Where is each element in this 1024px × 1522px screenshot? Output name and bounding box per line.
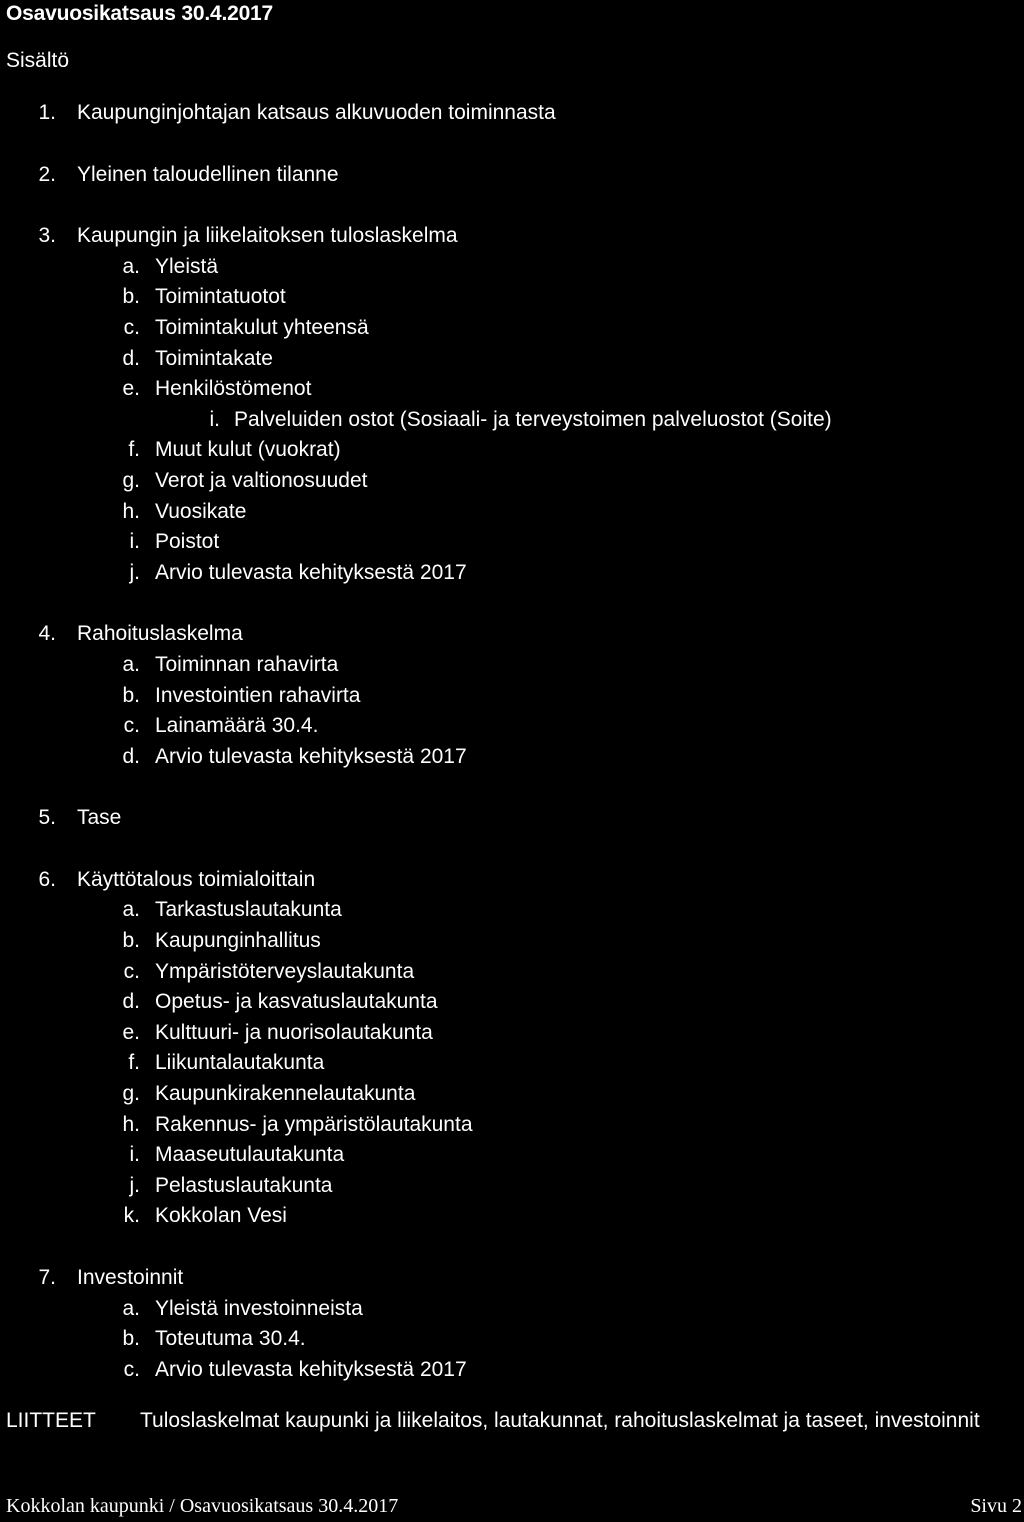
toc-entry-level-2	[0, 1110, 1024, 1141]
toc-entry-level-2	[0, 1324, 1024, 1355]
toc-entry-text: Toteutuma 30.4.	[155, 1327, 306, 1351]
toc-section	[0, 98, 1024, 129]
toc-entry-number: h.	[122, 1112, 140, 1136]
toc-entry-number: j.	[129, 1173, 140, 1197]
toc-entry-text: Muut kulut (vuokrat)	[155, 438, 341, 462]
page-footer	[6, 1492, 1022, 1522]
toc-entry-number: f.	[128, 438, 140, 462]
toc-entry-text: Toimintakate	[155, 346, 273, 370]
toc-entry-level-2	[0, 987, 1024, 1018]
toc-section	[0, 221, 1024, 588]
toc-entry-text: Yleistä investoinneista	[155, 1296, 363, 1320]
toc-entry-level-1	[0, 98, 1024, 129]
toc-entry-text: Maaseutulautakunta	[155, 1143, 345, 1167]
toc-section	[0, 619, 1024, 772]
toc-entry-number: g.	[122, 1082, 140, 1106]
toc-entry-text: Verot ja valtionosuudet	[155, 468, 368, 492]
toc-entry-level-2	[0, 895, 1024, 926]
toc-entry-level-2	[0, 1079, 1024, 1110]
toc-entry-number: a.	[122, 898, 140, 922]
toc-entry-level-2	[0, 742, 1024, 773]
toc-entry-number: c.	[123, 714, 140, 738]
toc-entry-level-2	[0, 527, 1024, 558]
toc-entry-level-1	[0, 221, 1024, 252]
toc-entry-text: Yleinen taloudellinen tilanne	[77, 162, 339, 186]
document-title: Osavuosikatsaus 30.4.2017	[6, 2, 274, 25]
appendix-text: Tuloslaskelmat kaupunki ja liikelaitos, lautakunnat, rahoituslaskelmat ja taseet, investoinnit	[140, 1409, 980, 1432]
toc-entry-text: Käyttötalous toimialoittain	[77, 867, 316, 891]
toc-entry-level-2	[0, 711, 1024, 742]
toc-entry-number: i.	[209, 407, 220, 431]
toc-entry-text: Lainamäärä 30.4.	[155, 714, 319, 738]
toc-entry-level-2	[0, 957, 1024, 988]
toc-entry-text: Toimintakulut yhteensä	[155, 315, 369, 339]
toc-entry-text: Henkilöstömenot	[155, 377, 312, 401]
contents-heading: Sisältö	[6, 49, 70, 72]
toc-entry-level-1	[0, 160, 1024, 191]
toc-entry-text: Kaupunginhallitus	[155, 929, 321, 953]
toc-entry-level-2	[0, 681, 1024, 712]
toc-entry-number: c.	[123, 315, 140, 339]
toc-entry-number: d.	[122, 990, 140, 1014]
toc-entry-text: Toiminnan rahavirta	[155, 652, 339, 676]
toc-entry-text: Kaupunkirakennelautakunta	[155, 1082, 416, 1106]
toc-entry-text: Tase	[77, 806, 122, 830]
appendix-label: LIITTEET	[6, 1409, 96, 1432]
toc-entry-text: Toimintatuotot	[155, 285, 286, 309]
toc-entry-text: Rakennus- ja ympäristölautakunta	[155, 1112, 473, 1136]
toc-entry-number: j.	[129, 560, 140, 584]
toc-entry-number: 7.	[38, 1266, 56, 1289]
toc-entry-text: Arvio tulevasta kehityksestä 2017	[155, 1357, 467, 1381]
toc-entry-level-2	[0, 1201, 1024, 1232]
toc-entry-number: e.	[122, 1020, 140, 1044]
toc-entry-text: Palveluiden ostot (Sosiaali- ja terveystoimen palveluostot (Soite)	[234, 407, 832, 431]
toc-entry-level-3	[0, 405, 1024, 436]
toc-entry-level-2	[0, 926, 1024, 957]
toc-entry-text: Arvio tulevasta kehityksestä 2017	[155, 560, 467, 584]
toc-entry-level-2	[0, 282, 1024, 313]
toc-entry-text: Kaupungin ja liikelaitoksen tuloslaskelma	[77, 224, 458, 248]
toc-entry-number: i.	[129, 530, 140, 554]
toc-entry-text: Yleistä	[155, 254, 219, 278]
toc-entry-text: Investoinnit	[77, 1266, 184, 1289]
toc-entry-text: Opetus- ja kasvatuslautakunta	[155, 990, 438, 1014]
toc-entry-text: Rahoituslaskelma	[77, 622, 243, 646]
toc-entry-level-2	[0, 1294, 1024, 1325]
toc-entry-text: Kokkolan Vesi	[155, 1204, 287, 1228]
toc-entry-level-1	[0, 803, 1024, 834]
toc-entry-text: Vuosikate	[155, 499, 247, 523]
toc-entry-number: g.	[122, 468, 140, 492]
toc-section	[0, 865, 1024, 1232]
toc-entry-text: Arvio tulevasta kehityksestä 2017	[155, 744, 467, 768]
toc-entry-level-2	[0, 1171, 1024, 1202]
toc-section	[0, 1263, 1024, 1385]
toc-entry-level-2	[0, 313, 1024, 344]
toc-entry-number: d.	[122, 346, 140, 370]
toc-entry-number: 4.	[38, 622, 56, 646]
toc-entry-text: Investointien rahavirta	[155, 683, 361, 707]
toc-entry-level-2	[0, 344, 1024, 375]
toc-entry-text: Pelastuslautakunta	[155, 1173, 333, 1197]
toc-entry-number: h.	[122, 499, 140, 523]
toc-entry-number: 6.	[38, 867, 56, 891]
toc-section	[0, 803, 1024, 834]
toc-entry-number: a.	[122, 652, 140, 676]
toc-entry-number: b.	[122, 1327, 140, 1351]
toc-entry-number: a.	[122, 254, 140, 278]
toc-entry-number: i.	[129, 1143, 140, 1167]
toc-entry-text: Tarkastuslautakunta	[155, 898, 342, 922]
toc-entry-number: f.	[128, 1051, 140, 1075]
table-of-contents	[0, 98, 1024, 1416]
toc-entry-number: b.	[122, 683, 140, 707]
toc-entry-number: c.	[123, 959, 140, 983]
footer-page-number: Sivu 2	[970, 1495, 1022, 1517]
toc-entry-level-1	[0, 865, 1024, 896]
footer-document-name: Kokkolan kaupunki / Osavuosikatsaus 30.4.2017	[6, 1495, 399, 1517]
toc-entry-text: Liikuntalautakunta	[155, 1051, 325, 1075]
toc-entry-number: 5.	[38, 806, 56, 830]
toc-entry-text: Poistot	[155, 530, 220, 554]
toc-entry-level-2	[0, 1018, 1024, 1049]
toc-entry-level-2	[0, 374, 1024, 405]
toc-entry-number: 3.	[38, 224, 56, 248]
toc-entry-number: e.	[122, 377, 140, 401]
toc-entry-number: a.	[122, 1296, 140, 1320]
toc-entry-level-2	[0, 650, 1024, 681]
toc-entry-number: k.	[123, 1204, 140, 1228]
toc-entry-level-1	[0, 619, 1024, 650]
toc-entry-number: b.	[122, 285, 140, 309]
toc-entry-level-2	[0, 1140, 1024, 1171]
toc-entry-level-2	[0, 466, 1024, 497]
toc-entry-level-1	[0, 1263, 1024, 1294]
toc-entry-level-2	[0, 435, 1024, 466]
toc-section	[0, 160, 1024, 191]
toc-entry-text: Kaupunginjohtajan katsaus alkuvuoden toiminnasta	[77, 101, 556, 124]
toc-entry-text: Kulttuuri- ja nuorisolautakunta	[155, 1020, 433, 1044]
toc-entry-level-2	[0, 558, 1024, 589]
toc-entry-level-2	[0, 252, 1024, 283]
toc-entry-number: c.	[123, 1357, 140, 1381]
toc-entry-number: 2.	[38, 162, 56, 186]
toc-entry-number: b.	[122, 929, 140, 953]
toc-entry-number: d.	[122, 744, 140, 768]
toc-entry-text: Ympäristöterveyslautakunta	[155, 959, 415, 983]
toc-entry-number: 1.	[38, 101, 56, 124]
toc-entry-level-2	[0, 1355, 1024, 1386]
toc-entry-level-2	[0, 497, 1024, 528]
toc-entry-level-2	[0, 1048, 1024, 1079]
